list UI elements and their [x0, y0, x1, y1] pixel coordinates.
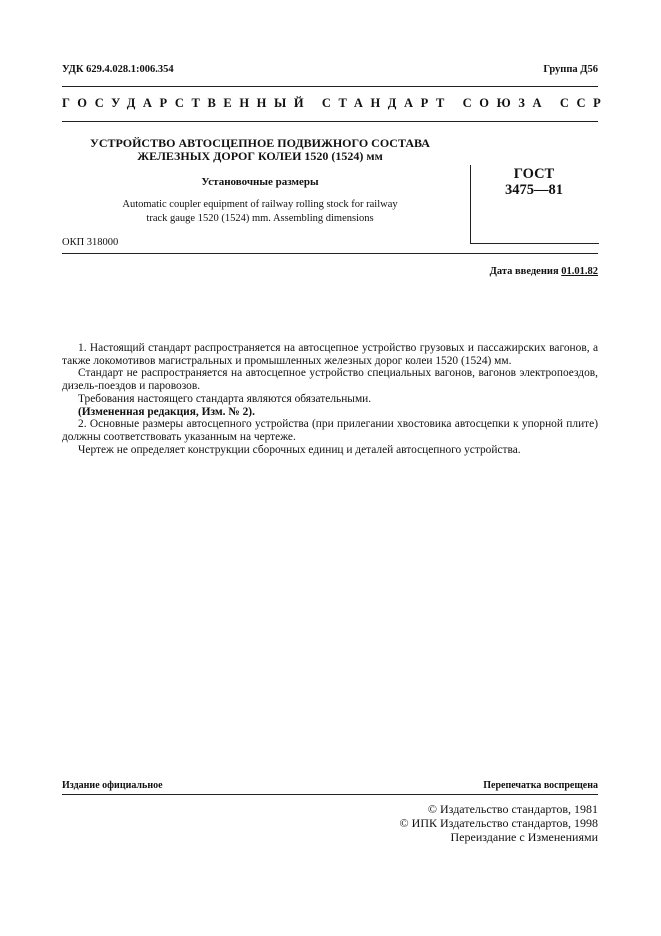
official-edition: Издание официальное — [62, 780, 163, 791]
copyright-block — [400, 802, 598, 844]
reissue-note: Переиздание с Изменениями — [450, 830, 598, 844]
footer-rule — [62, 794, 598, 795]
okp-rule — [62, 253, 598, 254]
intro-date — [490, 266, 598, 277]
english-title — [62, 198, 458, 226]
intro-date-label: Дата введения — [489, 266, 559, 277]
state-standard-heading: ГОСУДАРСТВЕННЫЙ СТАНДАРТ СОЮЗА ССР — [62, 96, 609, 110]
top-rule — [62, 86, 598, 87]
paragraph-6: Чертеж не определяет конструкции сборочных единиц и деталей автосцепного устройства. — [78, 443, 521, 456]
paragraph-5: 2. Основные размеры автосцепного устройства (при прилегании хвостовика автосцепки к упорной плите) должны соответствовать указанным на чертеже. — [62, 418, 598, 443]
reprint-prohibited: Перепечатка воспрещена — [483, 780, 598, 791]
paragraph-1: 1. Настоящий стандарт распространяется на автосцепное устройство грузовых и пассажирских вагонов, а также локомотивов магистральных и промышленных железных дорог колеи 1520 (1524) мм. — [62, 342, 598, 367]
paragraph-3: Требования настоящего стандарта являются обязательными. — [78, 392, 372, 405]
document-subtitle: Установочные размеры — [201, 176, 319, 188]
copyright-line-2: © ИПК Издательство стандартов, 1998 — [399, 816, 598, 830]
heading-rule — [62, 121, 598, 122]
okp-code: ОКП 318000 — [62, 237, 119, 248]
english-title-line-2: track gauge 1520 (1524) mm. Assembling dimensions — [146, 213, 374, 224]
english-title-line-1: Automatic coupler equipment of railway rolling stock for railway — [122, 199, 398, 210]
document-title — [62, 137, 458, 163]
title-line-1: УСТРОЙСТВО АВТОСЦЕПНОЕ ПОДВИЖНОГО СОСТАВА — [90, 136, 430, 150]
group-code: Группа Д56 — [543, 64, 598, 75]
gost-number: 3475—81 — [505, 182, 563, 198]
body-text — [62, 342, 598, 456]
udk-code: УДК 629.4.028.1:006.354 — [62, 64, 174, 75]
amendment-note: (Измененная редакция, Изм. № 2). — [78, 405, 255, 418]
gost-label: ГОСТ — [513, 166, 555, 182]
copyright-line-1: © Издательство стандартов, 1981 — [427, 802, 598, 816]
title-line-2: ЖЕЛЕЗНЫХ ДОРОГ КОЛЕИ 1520 (1524) мм — [137, 149, 383, 163]
paragraph-2: Стандарт не распространяется на автосцепное устройство специальных вагонов, вагонов электропоездов, дизель-поездов и паровозов. — [62, 367, 598, 393]
intro-date-value: 01.01.82 — [561, 266, 598, 277]
